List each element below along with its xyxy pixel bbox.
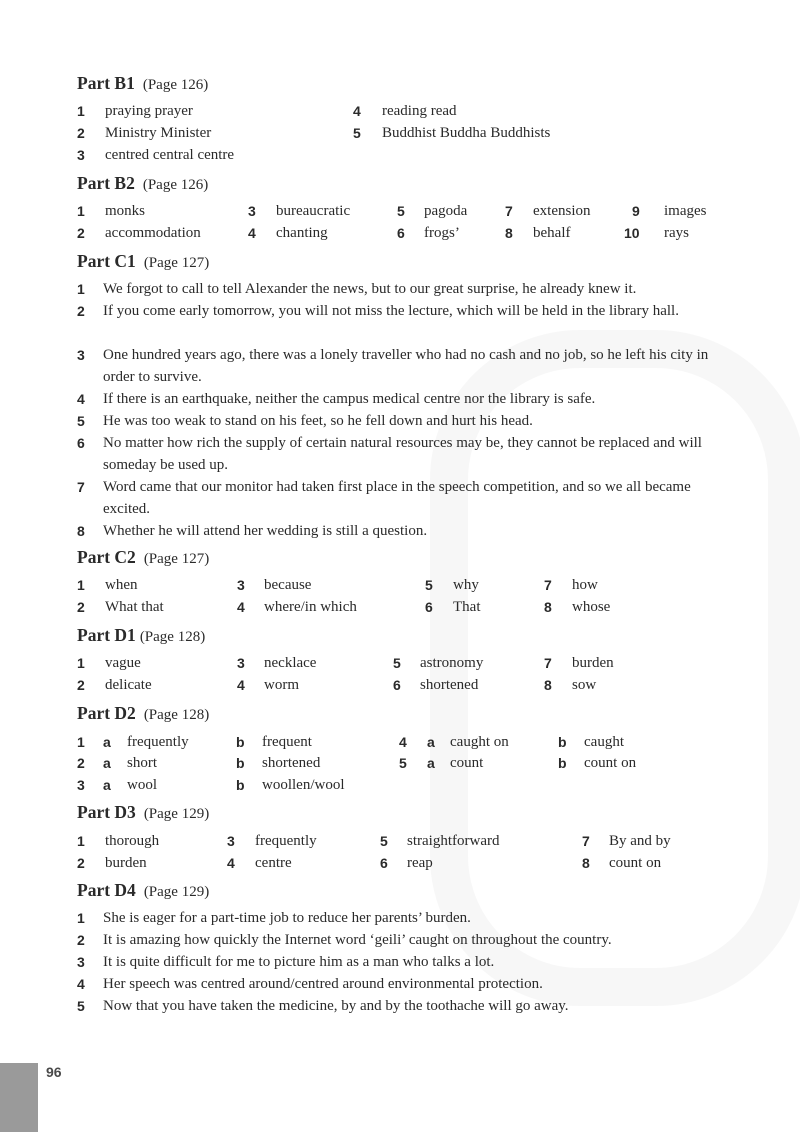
answer-text: Buddhist Buddha Buddhists: [382, 125, 551, 141]
answer-text: images: [664, 203, 707, 219]
answer-text: sow: [572, 677, 597, 693]
item-number: 8: [544, 677, 552, 693]
sub-letter-a: a: [103, 755, 111, 771]
answer-text: That: [453, 599, 481, 615]
item-number: 3: [77, 347, 85, 363]
sub-letter-a: a: [427, 755, 435, 771]
section-title-b2: [77, 173, 208, 194]
item-number: 10: [624, 225, 640, 241]
answer-sentence: If you come early tomorrow, you will not miss the lecture, which will be held in the library hall.: [103, 303, 679, 319]
item-number: 2: [77, 225, 85, 241]
item-number: 2: [77, 755, 85, 771]
item-number: 6: [425, 599, 433, 615]
item-number: 6: [380, 855, 388, 871]
answer-text: short: [127, 755, 157, 771]
answer-sentence: He was too weak to stand on his feet, so he fell down and hurt his head.: [103, 413, 533, 429]
answer-text: burden: [572, 655, 614, 671]
item-number: 2: [77, 303, 85, 319]
part-label: Part D2: [77, 703, 136, 723]
answer-text: monks: [105, 203, 146, 219]
item-number: 5: [380, 833, 388, 849]
answer-text: extension: [533, 203, 591, 219]
answer-text: reap: [407, 855, 433, 871]
answer-text: shortened: [262, 755, 321, 771]
section-title-d3: [77, 802, 209, 823]
answer-text: count on: [609, 855, 662, 871]
answer-text: caught: [584, 734, 624, 750]
item-number: 4: [248, 225, 256, 241]
item-number: 3: [237, 577, 245, 593]
item-number: 8: [77, 523, 85, 539]
answer-text: frogs’: [424, 225, 460, 241]
item-number: 8: [582, 855, 590, 871]
item-number: 3: [77, 954, 85, 970]
answer-text: What that: [105, 599, 164, 615]
item-number: 6: [77, 435, 85, 451]
page-ref: (Page 126): [142, 77, 209, 93]
item-number: 4: [77, 976, 85, 992]
page-number: 96: [46, 1064, 62, 1080]
item-number: 5: [399, 755, 407, 771]
answer-text: necklace: [264, 655, 317, 671]
item-number: 4: [353, 103, 361, 119]
item-number: 1: [77, 655, 85, 671]
sub-letter-b: b: [236, 734, 245, 750]
sub-letter-b: b: [558, 734, 567, 750]
answer-text: straightforward: [407, 833, 500, 849]
answer-text: astronomy: [420, 655, 484, 671]
item-number: 7: [544, 655, 552, 671]
answer-text: frequently: [127, 734, 189, 750]
item-number: 9: [632, 203, 640, 219]
item-number: 2: [77, 855, 85, 871]
item-number: 8: [544, 599, 552, 615]
item-number: 2: [77, 599, 85, 615]
item-number: 1: [77, 734, 85, 750]
item-number: 1: [77, 910, 85, 926]
section-title-d1: [77, 625, 205, 646]
item-number: 2: [77, 932, 85, 948]
answer-text: wool: [127, 777, 157, 793]
answer-text: whose: [572, 599, 611, 615]
answer-sentence: Whether he will attend her wedding is still a question.: [103, 523, 428, 539]
item-number: 4: [77, 391, 85, 407]
answer-text: frequent: [262, 734, 312, 750]
answer-sentence: Her speech was centred around/centred around environmental protection.: [103, 976, 543, 992]
item-number: 7: [544, 577, 552, 593]
item-number: 6: [393, 677, 401, 693]
answer-text: praying prayer: [105, 103, 193, 119]
answer-text: Ministry Minister: [105, 125, 212, 141]
part-label: Part C1: [77, 251, 136, 271]
answer-text: bureaucratic: [276, 203, 351, 219]
item-number: 3: [237, 655, 245, 671]
answer-text: centred central centre: [105, 147, 235, 163]
sub-letter-a: a: [103, 777, 111, 793]
answer-text: By and by: [609, 833, 671, 849]
section-title-d2: [77, 703, 209, 724]
item-number: 4: [399, 734, 407, 750]
item-number: 5: [77, 998, 85, 1014]
answer-sentence: We forgot to call to tell Alexander the news, but to our great surprise, he already knew it.: [103, 281, 637, 297]
sub-letter-b: b: [558, 755, 567, 771]
item-number: 1: [77, 577, 85, 593]
part-label: Part B1: [77, 73, 135, 93]
sub-letter-a: a: [427, 734, 435, 750]
answer-sentence: She is eager for a part-time job to reduce her parents’ burden.: [103, 910, 471, 926]
answer-text: centre: [255, 855, 292, 871]
sub-letter-b: b: [236, 777, 245, 793]
answer-text: worm: [264, 677, 299, 693]
item-number: 2: [77, 677, 85, 693]
answer-sentence: One hundred years ago, there was a lonely traveller who had no cash and no job, so he left his city in order to survive.: [103, 347, 709, 385]
answer-text: reading read: [382, 103, 457, 119]
page-ref: (Page 129): [143, 806, 210, 822]
answer-text: burden: [105, 855, 147, 871]
answer-text: rays: [664, 225, 689, 241]
item-number: 1: [77, 281, 85, 297]
item-number: 1: [77, 203, 85, 219]
item-number: 4: [227, 855, 235, 871]
page-ref: (Page 129): [143, 884, 210, 900]
item-number: 5: [397, 203, 405, 219]
answer-text: chanting: [276, 225, 328, 241]
answer-text: delicate: [105, 677, 152, 693]
answer-text: pagoda: [424, 203, 468, 219]
answer-sentence: It is quite difficult for me to picture him as a man who talks a lot.: [103, 954, 495, 970]
item-number: 1: [77, 103, 85, 119]
answer-text: thorough: [105, 833, 160, 849]
answer-text: count: [450, 755, 484, 771]
item-number: 5: [353, 125, 361, 141]
answer-sentence: If there is an earthquake, neither the campus medical centre nor the library is safe.: [103, 391, 596, 407]
page-ref: (Page 127): [143, 255, 210, 271]
answer-text: count on: [584, 755, 637, 771]
item-number: 3: [227, 833, 235, 849]
answer-text: where/in which: [264, 599, 357, 615]
page-ref: (Page 128): [139, 629, 206, 645]
item-number: 6: [397, 225, 405, 241]
section-title-d4: [77, 880, 209, 901]
answer-text: woollen/wool: [262, 777, 345, 793]
part-label: Part D3: [77, 802, 136, 822]
item-number: 4: [237, 599, 245, 615]
item-number: 4: [237, 677, 245, 693]
part-label: Part D4: [77, 880, 136, 900]
page-ref: (Page 126): [142, 177, 209, 193]
part-label: Part D1: [77, 625, 136, 645]
answer-text: when: [105, 577, 138, 593]
answer-sentence: No matter how rich the supply of certain natural resources may be, they cannot be replaced and will someday be used up.: [103, 435, 702, 473]
page-ref: (Page 128): [143, 707, 210, 723]
answer-sentence: Now that you have taken the medicine, by and by the toothache will go away.: [103, 998, 569, 1014]
section-title-b1: [77, 73, 208, 94]
item-number: 5: [77, 413, 85, 429]
answer-sentence: Word came that our monitor had taken first place in the speech competition, and so we all became excited.: [103, 479, 691, 517]
answer-text: because: [264, 577, 312, 593]
item-number: 1: [77, 833, 85, 849]
sub-letter-b: b: [236, 755, 245, 771]
item-number: 3: [248, 203, 256, 219]
item-number: 5: [425, 577, 433, 593]
answer-sentence: It is amazing how quickly the Internet word ‘geili’ caught on throughout the country.: [103, 932, 612, 948]
item-number: 7: [77, 479, 85, 495]
item-number: 3: [77, 147, 85, 163]
item-number: 3: [77, 777, 85, 793]
answer-text: frequently: [255, 833, 317, 849]
part-label: Part B2: [77, 173, 135, 193]
answer-text: how: [572, 577, 598, 593]
item-number: 2: [77, 125, 85, 141]
sub-letter-a: a: [103, 734, 111, 750]
item-number: 5: [393, 655, 401, 671]
page-ref: (Page 127): [143, 551, 210, 567]
item-number: 7: [505, 203, 513, 219]
answer-text: why: [453, 577, 479, 593]
answer-text: shortened: [420, 677, 479, 693]
page-edge-bar: [0, 1063, 38, 1132]
section-title-c1: [77, 251, 209, 272]
answer-text: accommodation: [105, 225, 201, 241]
item-number: 8: [505, 225, 513, 241]
item-number: 7: [582, 833, 590, 849]
part-label: Part C2: [77, 547, 136, 567]
section-title-c2: [77, 547, 209, 568]
answer-text: vague: [105, 655, 141, 671]
answer-text: behalf: [533, 225, 571, 241]
answer-text: caught on: [450, 734, 509, 750]
